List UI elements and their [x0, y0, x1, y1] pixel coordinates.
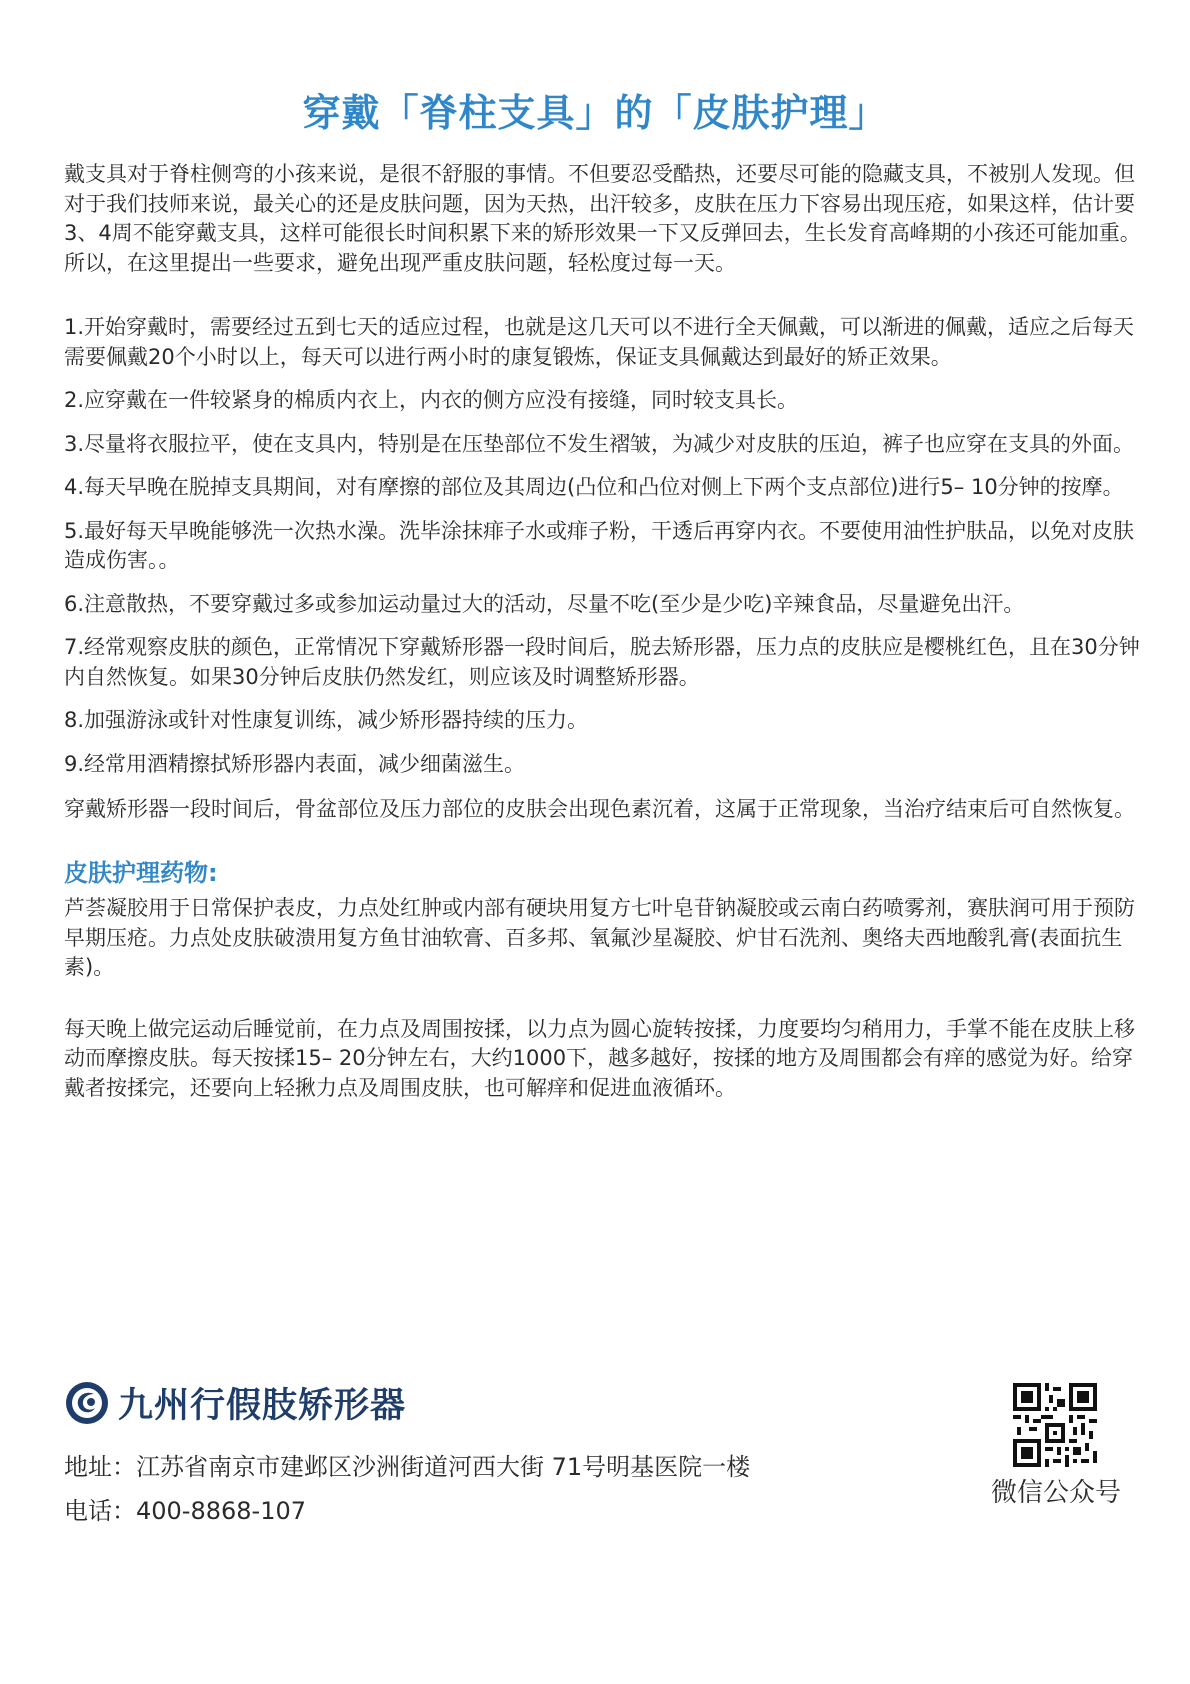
list-item: 4.每天早晚在脱掉支具期间，对有摩擦的部位及其周边(凸位和凸位对侧上下两个支点部位)进行5– 10分钟的按摩。: [64, 475, 1124, 499]
brand-logo-icon: [64, 1380, 110, 1426]
list-item: 2.应穿戴在一件较紧身的棉质内衣上，内衣的侧方应没有接缝，同时较支具长。: [64, 388, 799, 412]
note-paragraph: 穿戴矫形器一段时间后，骨盆部位及压力部位的皮肤会出现色素沉着，这属于正常现象，当治疗结束后可自然恢复。: [64, 797, 1135, 821]
qr-code-icon: [1013, 1383, 1097, 1467]
list-item: 1.开始穿戴时，需要经过五到七天的适应过程，也就是这几天可以不进行全天佩戴，可以渐进的佩戴，适应之后每天需要佩戴20个小时以上，每天可以进行两小时的康复锻炼，保证支具佩戴达到最好的矫正效果。: [64, 315, 1135, 369]
list-item: 7.经常观察皮肤的颜色，正常情况下穿戴矫形器一段时间后，脱去矫形器，压力点的皮肤应是樱桃红色，且在30分钟内自然恢复。如果30分钟后皮肤仍然发红，则应该及时调整矫形器。: [64, 635, 1140, 689]
qr-code-label: 微信公众号: [990, 1478, 1121, 1508]
phone-value: 400-8868-107: [136, 1497, 307, 1525]
massage-paragraph: 每天晚上做完运动后睡觉前，在力点及周围按揉，以力点为圆心旋转按揉，力度要均匀稍用力，手掌不能在皮肤上移动而摩擦皮肤。每天按揉15– 20分钟左右，大约1000下，越多越好，按揉的地方及周围都会有痒的感觉为好。给穿戴者按揉完，还要向上轻揪力点及周围皮肤，也可解痒和促进血液循环。: [64, 1016, 1135, 1100]
phone-label: 电话：: [64, 1497, 136, 1525]
address-row: [64, 1445, 750, 1489]
intro-paragraph: 戴支具对于脊柱侧弯的小孩来说，是很不舒服的事情。不但要忍受酷热，还要尽可能的隐藏支具，不被别人发现。但对于我们技师来说，最关心的还是皮肤问题，因为天热，出汗较多，皮肤在压力下容易出现压疮，如果这样，估计要3、4周不能穿戴支具，这样可能很长时间积累下来的矫形效果一下又反弹回去，生长发育高峰期的小孩还可能加重。所以，在这里提出一些要求，避免出现严重皮肤问题，轻松度过每一天。: [64, 162, 1141, 275]
page-title: 穿戴「脊柱支具」的「皮肤护理」: [302, 91, 888, 135]
list-item: 9.经常用酒精擦拭矫形器内表面，减少细菌滋生。: [64, 751, 526, 776]
list-item: 3.尽量将衣服拉平，使在支具内，特别是在压垫部位不发生褶皱，为减少对皮肤的压迫，裤子也应穿在支具的外面。: [64, 431, 1135, 456]
phone-row: [64, 1489, 750, 1533]
list-item: 5.最好每天早晚能够洗一次热水澡。洗毕涂抹痱子水或痱子粉，干透后再穿内衣。不要使用油性护肤品，以免对皮肤造成伤害。。: [64, 518, 1135, 572]
address-label: 地址：: [64, 1453, 136, 1481]
contact-info: [64, 1445, 750, 1533]
medicine-paragraph: 芦荟凝胶用于日常保护表皮，力点处红肿或内部有硬块用复方七叶皂苷钠凝胶或云南白药喷雾剂，赛肤润可用于预防早期压疮。力点处皮肤破溃用复方鱼甘油软膏、百多邦、氧氟沙星凝胶、炉甘石洗剂、奥络夫西地酸乳膏(表面抗生素)。: [64, 896, 1135, 979]
medicine-heading: 皮肤护理药物:: [64, 858, 218, 887]
list-item: 6.注意散热，不要穿戴过多或参加运动量过大的活动，尽量不吃(至少是少吃)辛辣食品，尽量避免出汗。: [64, 591, 1025, 616]
address-value: 江苏省南京市建邺区沙洲街道河西大街 71号明基医院一楼: [136, 1453, 751, 1481]
list-item: 8.加强游泳或针对性康复训练，减少矫形器持续的压力。: [64, 708, 589, 732]
brand: [64, 1378, 406, 1428]
article-body: [64, 160, 1144, 1103]
brand-name: 九州行假肢矫形器: [118, 1386, 407, 1426]
